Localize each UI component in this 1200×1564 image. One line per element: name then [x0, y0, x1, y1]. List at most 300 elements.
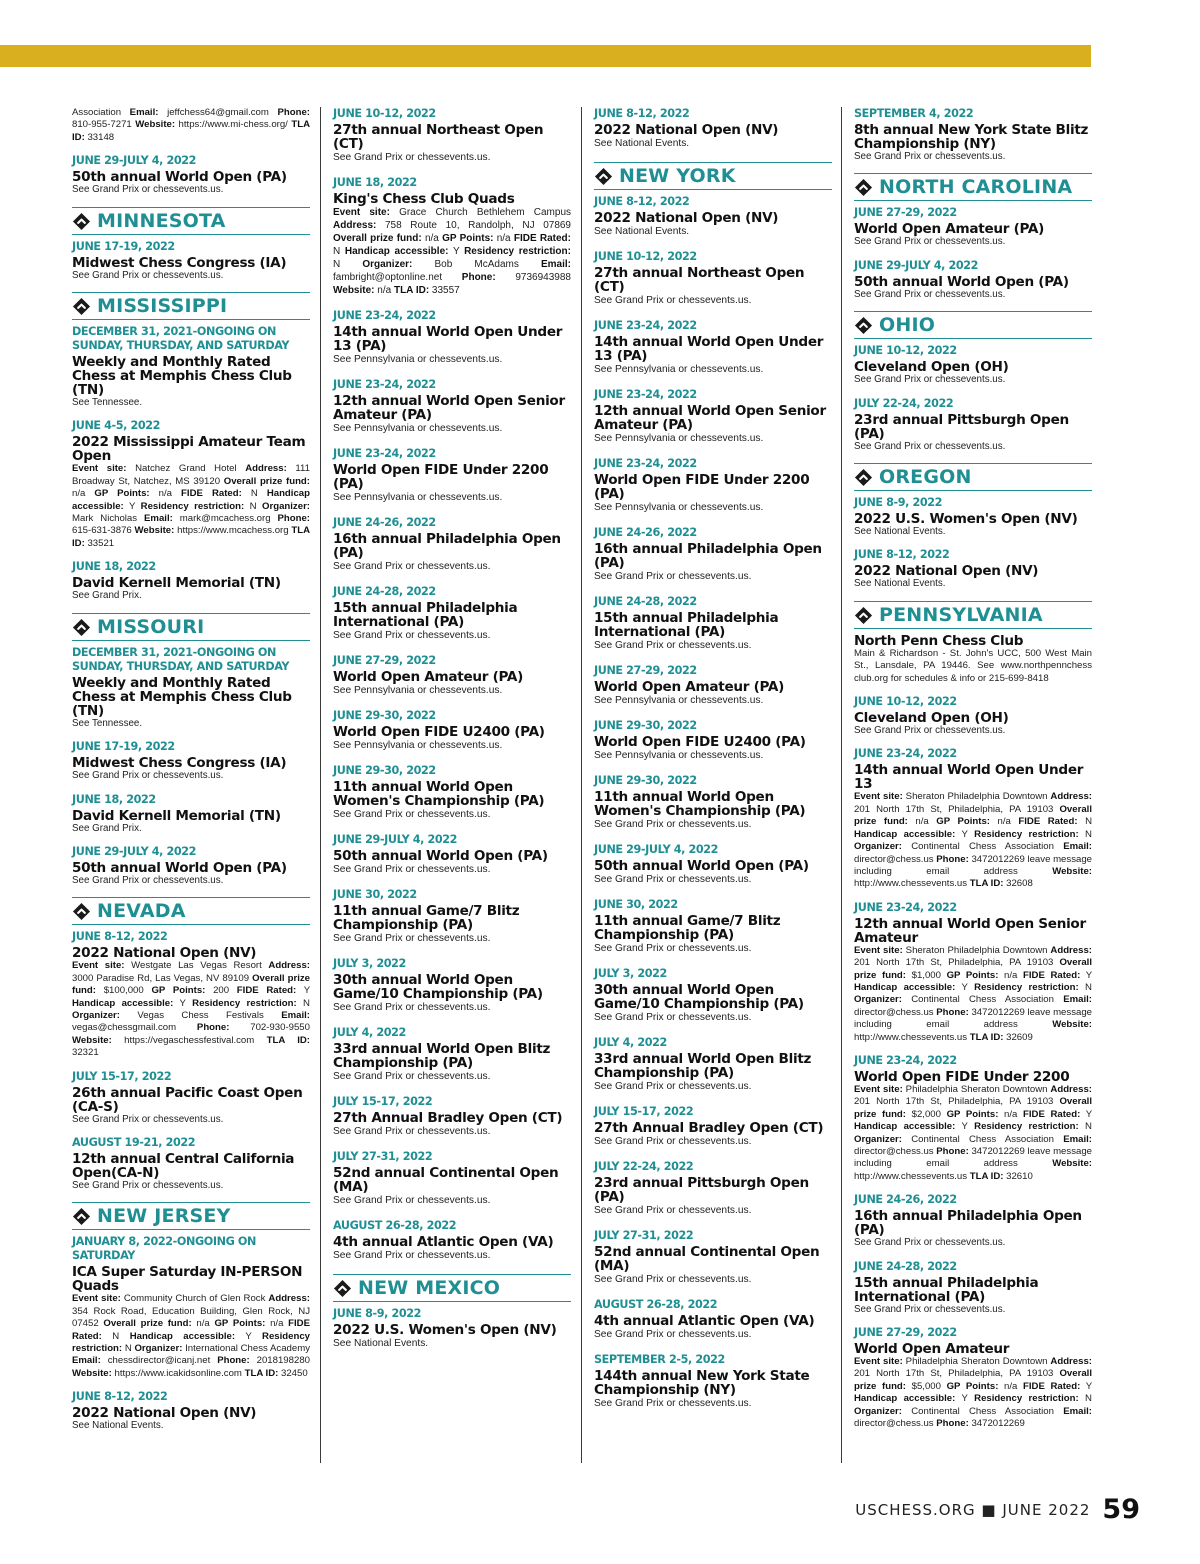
event-note: See Grand Prix or chessevents.us. [854, 374, 1006, 386]
event-listing [333, 176, 571, 297]
event-listing [72, 845, 310, 887]
column-divider [320, 107, 321, 1463]
event-note: See Grand Prix or chessevents.us. [594, 640, 752, 651]
listing-column-3 [594, 107, 832, 1422]
event-listing [594, 843, 832, 886]
event-listing [854, 1260, 1092, 1316]
event-details: Event site: Westgate Las Vegas Resort Address: 3000 Paradise Rd, Las Vegas, NV 89109 Overall prize fund: $100,000 GP Points: 200 FIDE Rated: Y Handicap accessible: Y Residency restriction: N Organizer: Vegas Chess Festivals Email: vegas@chessgmail.com Phone: 702-930-9550 Website: https://vegaschessfestival.com TLA ID: 32321 [72, 960, 311, 1059]
event-listing [72, 1390, 310, 1432]
event-listing [594, 107, 832, 150]
event-listing [594, 774, 832, 831]
event-title: World Open Amateur (PA) [333, 669, 524, 685]
event-listing [594, 250, 832, 307]
state-heading [594, 162, 832, 190]
event-title: 14th annual World Open Under 13 [854, 762, 1084, 793]
event-date: JUNE 24-26, 2022 [854, 1193, 957, 1207]
event-details: Association Email: jeffchess64@gmail.com Phone: 810-955-7271 Website: https://www.mi-chess.org/ TLA ID: 33148 [72, 107, 310, 143]
event-note: See National Events. [72, 1420, 164, 1432]
state-heading [72, 207, 310, 235]
event-date: JUNE 18, 2022 [72, 560, 156, 574]
event-note: See Grand Prix or chessevents.us. [594, 1329, 752, 1340]
event-listing [854, 1054, 1092, 1183]
event-date: DECEMBER 31, 2021-ONGOING ON SUNDAY, THURSDAY, AND SATURDAY [72, 325, 290, 353]
event-date: JULY 15-17, 2022 [72, 1069, 172, 1083]
event-date: SEPTEMBER 2-5, 2022 [594, 1353, 725, 1366]
event-title: World Open FIDE Under 2200 (PA) [594, 472, 810, 502]
event-listing [333, 107, 571, 164]
event-title: 30th annual World Open Game/10 Championship (PA) [594, 982, 804, 1012]
event-listing [594, 195, 832, 238]
event-title: 50th annual World Open (PA) [594, 858, 809, 874]
event-listing [333, 654, 571, 697]
direction-sign-icon [854, 606, 873, 625]
event-note: See Grand Prix or chessevents.us. [594, 1012, 752, 1023]
event-note: See Pennsylvania or chessevents.us. [594, 364, 764, 375]
state-heading [72, 897, 310, 925]
event-note: See Grand Prix or chessevents.us. [854, 440, 1006, 452]
event-title: 15th annual Philadelphia International (PA) [333, 600, 518, 630]
event-note: See Pennsylvania or chessevents.us. [594, 502, 764, 513]
direction-sign-icon [854, 316, 873, 335]
event-note: See Grand Prix or chessevents.us. [72, 269, 224, 281]
event-title: 52nd annual Continental Open (MA) [594, 1244, 820, 1274]
event-note: See National Events. [594, 138, 690, 149]
event-date: JUNE 29-JULY 4, 2022 [72, 844, 197, 858]
event-date: AUGUST 19-21, 2022 [72, 1135, 196, 1149]
event-date: JUNE 23-24, 2022 [854, 747, 957, 761]
event-note: See Grand Prix or chessevents.us. [594, 1398, 752, 1409]
event-listing [72, 1136, 310, 1192]
event-note: See Grand Prix or chessevents.us. [854, 288, 1006, 300]
event-listing [854, 1193, 1092, 1249]
event-date: JUNE 29-30, 2022 [594, 774, 697, 787]
event-listing [594, 1105, 832, 1148]
event-date: AUGUST 26-28, 2022 [333, 1219, 457, 1232]
event-date: JANUARY 8, 2022-ONGOING ON SATURDAY [72, 1235, 256, 1263]
event-date: JUNE 29-JULY 4, 2022 [72, 154, 197, 168]
state-heading [72, 1202, 310, 1230]
event-title: 2022 National Open (NV) [594, 210, 779, 226]
event-title: 16th annual Philadelphia Open (PA) [333, 531, 561, 561]
event-listing [594, 595, 832, 652]
event-date: JUNE 24-28, 2022 [594, 595, 697, 608]
page-footer [855, 1494, 1140, 1525]
event-note: See Tennessee. [72, 717, 143, 729]
event-listing [333, 1026, 571, 1083]
event-title: 26th annual Pacific Coast Open (CA-S) [72, 1084, 303, 1115]
state-name: MISSOURI [97, 615, 205, 638]
event-title: 14th annual World Open Under 13 (PA) [333, 324, 563, 354]
event-title: North Penn Chess Club [854, 632, 1024, 649]
event-date: JULY 22-24, 2022 [594, 1160, 694, 1173]
event-note: See Grand Prix or chessevents.us. [594, 1274, 752, 1285]
event-title: 15th annual Philadelphia International (PA) [854, 1274, 1039, 1305]
event-listing [72, 560, 310, 602]
event-listing [333, 378, 571, 435]
event-date: JUNE 23-24, 2022 [333, 447, 436, 460]
event-listing [854, 1326, 1092, 1430]
event-listing [594, 457, 832, 514]
event-note: See Grand Prix or chessevents.us. [854, 1237, 1006, 1249]
event-listing [854, 259, 1092, 301]
state-name: NEW JERSEY [97, 1205, 231, 1228]
event-date: JUNE 10-12, 2022 [854, 695, 957, 709]
event-date: JUNE 8-12, 2022 [72, 1390, 168, 1404]
event-details: Event site: Grace Church Bethlehem Campus Address: 758 Route 10, Randolph, NJ 07869 Overall prize fund: n/a GP Points: n/a FIDE Rated: N Handicap accessible: Y Residency restriction: N Organizer: Bob McAdams Email: fambright@optonline.net Phone: 9736943988 Website: n/a TLA ID: 33557 [333, 207, 571, 296]
event-listing [333, 1095, 571, 1138]
event-note: See Grand Prix or chessevents.us. [333, 1250, 491, 1261]
event-note: See Pennsylvania or chessevents.us. [333, 685, 503, 696]
listing-column-1 [72, 107, 310, 1443]
event-title: 2022 U.S. Women's Open (NV) [333, 1322, 557, 1338]
page-number: 59 [1102, 1494, 1140, 1525]
state-heading [854, 311, 1092, 339]
event-date: JUNE 23-24, 2022 [854, 900, 957, 914]
event-date: JULY 27-31, 2022 [594, 1229, 694, 1242]
event-title: World Open Amateur (PA) [854, 221, 1045, 238]
top-color-bar [0, 45, 1091, 67]
event-listing [72, 740, 310, 782]
event-date: JUNE 23-24, 2022 [594, 388, 697, 401]
event-note: See Grand Prix or chessevents.us. [333, 1126, 491, 1137]
event-listing [854, 901, 1092, 1044]
event-date: JUNE 18, 2022 [72, 792, 156, 806]
event-date: JUNE 17-19, 2022 [72, 740, 175, 754]
event-title: Midwest Chess Congress (IA) [72, 755, 287, 772]
event-note: See Grand Prix or chessevents.us. [594, 943, 752, 954]
event-title: 11th annual Game/7 Blitz Championship (PA) [594, 913, 781, 943]
event-title: 11th annual World Open Women's Championship (PA) [333, 779, 545, 809]
event-listing [854, 397, 1092, 453]
event-note: See Grand Prix or chessevents.us. [594, 819, 752, 830]
event-note: See National Events. [594, 226, 690, 237]
state-heading [854, 463, 1092, 491]
event-note: See Grand Prix or chessevents.us. [333, 1071, 491, 1082]
event-title: 50th annual World Open (PA) [72, 169, 287, 186]
event-note: See Grand Prix or chessevents.us. [72, 1179, 224, 1191]
event-date: DECEMBER 31, 2021-ONGOING ON SUNDAY, THURSDAY, AND SATURDAY [72, 645, 290, 673]
event-details: Event site: Natchez Grand Hotel Address: 111 Broadway St, Natchez, MS 39120 Overall prize fund: n/a GP Points: n/a FIDE Rated: N Handicap accessible: Y Residency restriction: N Organizer: Mark Nicholas Email: mark@mcachess.org Phone: 615-631-3876 Website: https://www.mcachess.org TLA ID: 33521 [72, 463, 310, 549]
event-listing [72, 107, 310, 144]
event-title: 12th annual World Open Senior Amateur (PA) [333, 393, 565, 423]
event-note: See Grand Prix or chessevents.us. [333, 1002, 491, 1013]
event-note: See Grand Prix or chessevents.us. [594, 1081, 752, 1092]
event-date: JUNE 30, 2022 [333, 888, 417, 901]
event-title: 11th annual Game/7 Blitz Championship (PA) [333, 903, 520, 933]
direction-sign-icon [72, 1207, 91, 1226]
event-title: 8th annual New York State Blitz Championship (NY) [854, 122, 1089, 152]
event-date: JUNE 8-9, 2022 [333, 1307, 422, 1320]
event-note: See Pennsylvania or chessevents.us. [333, 423, 503, 434]
event-title: 2022 National Open (NV) [594, 122, 779, 138]
event-title: 27th annual Northeast Open (CT) [333, 122, 544, 152]
state-name: MISSISSIPPI [97, 295, 228, 318]
event-date: JULY 3, 2022 [333, 957, 406, 970]
event-note: See Pennsylvania or chessevents.us. [594, 750, 764, 761]
event-listing [854, 206, 1092, 248]
event-date: JUNE 10-12, 2022 [333, 107, 436, 120]
event-title: 52nd annual Continental Open (MA) [333, 1165, 559, 1195]
direction-sign-icon [72, 212, 91, 231]
event-listing [854, 496, 1092, 538]
event-title: World Open Amateur [854, 1341, 1010, 1358]
event-listing [72, 419, 310, 550]
event-title: 30th annual World Open Game/10 Championship (PA) [333, 972, 543, 1002]
state-name: NEVADA [97, 900, 186, 923]
event-title: 2022 National Open (NV) [72, 1405, 257, 1422]
event-listing [854, 695, 1092, 737]
event-note: See Grand Prix or chessevents.us. [594, 571, 752, 582]
direction-sign-icon [72, 902, 91, 921]
event-date: AUGUST 26-28, 2022 [594, 1298, 718, 1311]
event-date: JUNE 23-24, 2022 [594, 319, 697, 332]
event-title: World Open FIDE Under 2200 (PA) [333, 462, 549, 492]
event-title: King's Chess Club Quads [333, 191, 515, 207]
event-listing [333, 957, 571, 1014]
event-date: JUNE 29-JULY 4, 2022 [333, 833, 458, 846]
event-listing [333, 764, 571, 821]
event-listing [594, 1298, 832, 1341]
event-note: See Grand Prix or chessevents.us. [854, 236, 1006, 248]
event-listing [594, 1353, 832, 1410]
direction-sign-icon [854, 468, 873, 487]
event-listing [72, 646, 310, 730]
event-listing [72, 1235, 310, 1380]
event-date: JUNE 8-12, 2022 [72, 930, 168, 944]
event-title: 16th annual Philadelphia Open (PA) [594, 541, 822, 571]
event-date: JUNE 17-19, 2022 [72, 239, 175, 253]
event-listing [72, 930, 310, 1059]
event-note: See Grand Prix. [72, 822, 142, 834]
event-date: JUNE 24-28, 2022 [854, 1259, 957, 1273]
event-note: See Grand Prix or chessevents.us. [72, 184, 224, 196]
event-date: JUNE 23-24, 2022 [333, 309, 436, 322]
state-heading [72, 292, 310, 320]
event-listing [72, 793, 310, 835]
event-note: See Grand Prix or chessevents.us. [333, 1195, 491, 1206]
event-listing [854, 107, 1092, 163]
event-date: JULY 3, 2022 [594, 967, 667, 980]
event-listing [594, 1036, 832, 1093]
event-title: 23rd annual Pittsburgh Open (PA) [594, 1175, 809, 1205]
event-date: JULY 4, 2022 [594, 1036, 667, 1049]
event-note: See Grand Prix. [72, 590, 142, 602]
event-note: See Pennsylvania or chessevents.us. [333, 492, 503, 503]
event-title: World Open FIDE Under 2200 [854, 1068, 1070, 1085]
event-note: See Tennessee. [72, 397, 143, 409]
event-listing [333, 585, 571, 642]
event-title: 4th annual Atlantic Open (VA) [594, 1313, 815, 1329]
event-date: JUNE 23-24, 2022 [333, 378, 436, 391]
state-name: NEW MEXICO [358, 1277, 501, 1299]
event-listing [854, 634, 1092, 685]
event-date: JUNE 8-12, 2022 [594, 107, 690, 120]
event-listing [72, 325, 310, 409]
event-title: 12th annual Central California Open(CA-N) [72, 1150, 295, 1181]
event-listing [333, 709, 571, 752]
event-title: 50th annual World Open (PA) [333, 848, 548, 864]
event-listing [333, 516, 571, 573]
event-title: ICA Super Saturday IN-PERSON Quads [72, 1264, 303, 1295]
event-date: JUNE 24-26, 2022 [333, 516, 436, 529]
direction-sign-icon [854, 178, 873, 197]
event-title: 33rd annual World Open Blitz Championship (PA) [333, 1041, 551, 1071]
listing-column-2 [333, 107, 571, 1362]
event-title: 33rd annual World Open Blitz Championship (PA) [594, 1051, 812, 1081]
event-date: JULY 27-31, 2022 [333, 1150, 433, 1163]
state-name: MINNESOTA [97, 209, 226, 232]
event-title: 144th annual New York State Championship (NY) [594, 1368, 810, 1398]
event-listing [333, 1150, 571, 1207]
event-title: 27th Annual Bradley Open (CT) [594, 1120, 824, 1136]
event-note: See Grand Prix or chessevents.us. [594, 874, 752, 885]
event-note: See Grand Prix or chessevents.us. [854, 725, 1006, 737]
event-listing [594, 898, 832, 955]
event-note: See Grand Prix or chessevents.us. [854, 1303, 1006, 1315]
event-note: See Grand Prix or chessevents.us. [333, 561, 491, 572]
event-listing [72, 240, 310, 282]
event-note: See Pennsylvania or chessevents.us. [333, 354, 503, 365]
event-title: Cleveland Open (OH) [854, 710, 1009, 727]
event-date: JUNE 18, 2022 [333, 176, 417, 189]
state-name: OHIO [879, 314, 936, 337]
event-title: Weekly and Monthly Rated Chess at Memphis Chess Club (TN) [72, 354, 292, 399]
event-date: JULY 4, 2022 [333, 1026, 406, 1039]
event-note: See Pennsylvania or chessevents.us. [594, 695, 764, 706]
direction-sign-icon [72, 297, 91, 316]
event-listing [594, 967, 832, 1024]
state-heading [333, 1274, 571, 1302]
event-listing [333, 447, 571, 504]
event-date: JULY 15-17, 2022 [333, 1095, 433, 1108]
state-name: PENNSYLVANIA [879, 603, 1043, 626]
event-title: Weekly and Monthly Rated Chess at Memphis Chess Club (TN) [72, 674, 292, 719]
event-title: 2022 Mississippi Amateur Team Open [72, 434, 306, 465]
column-divider [581, 107, 582, 1463]
event-note: See Grand Prix or chessevents.us. [594, 295, 752, 306]
event-title: 50th annual World Open (PA) [72, 859, 287, 876]
event-title: 4th annual Atlantic Open (VA) [333, 1234, 554, 1250]
event-details: Event site: Philadelphia Sheraton Downtown Address: 201 North 17th St, Philadelphia, PA 19103 Overall prize fund: $2,000 GP Points: n/a FIDE Rated: Y Handicap accessible: Y Residency restriction: N Organizer: Continental Chess Association Email: director@chess.us Phone: 3472012269 leave message including email address Website: http://www.chessevents.us TLA ID: 32610 [854, 1083, 1092, 1182]
state-heading [72, 613, 310, 641]
event-details: Event site: Community Church of Glen Rock Address: 354 Rock Road, Education Building, Glen Rock, NJ 07452 Overall prize fund: n/a GP Points: n/a FIDE Rated: N Handicap accessible: Y Residency restriction: N Organizer: International Chess Academy Email: chessdirector@icanj.net Phone: 2018198280 Website: https://www.icakidsonline.com TLA ID: 32450 [72, 1293, 311, 1379]
footer-site-issue: USCHESS.ORG ■ JUNE 2022 [855, 1500, 1091, 1519]
event-date: JUNE 23-24, 2022 [854, 1053, 957, 1067]
event-date: JULY 22-24, 2022 [854, 396, 954, 410]
event-listing [854, 747, 1092, 890]
event-title: 2022 National Open (NV) [854, 563, 1039, 580]
event-note: See Grand Prix or chessevents.us. [333, 864, 491, 875]
event-note: See Grand Prix or chessevents.us. [72, 874, 224, 886]
event-date: JUNE 27-29, 2022 [333, 654, 436, 667]
event-note: See Grand Prix or chessevents.us. [333, 809, 491, 820]
event-listing [333, 888, 571, 945]
event-note: See Pennsylvania or chessevents.us. [333, 740, 503, 751]
event-date: JUNE 29-JULY 4, 2022 [854, 258, 979, 272]
event-note: See Grand Prix or chessevents.us. [333, 152, 491, 163]
event-date: JUNE 29-30, 2022 [594, 719, 697, 732]
event-title: 23rd annual Pittsburgh Open (PA) [854, 411, 1069, 442]
event-date: JUNE 29-30, 2022 [333, 764, 436, 777]
event-title: World Open FIDE U2400 (PA) [594, 734, 806, 750]
event-listing [72, 154, 310, 196]
event-listing [333, 309, 571, 366]
event-title: World Open FIDE U2400 (PA) [333, 724, 545, 740]
event-date: JUNE 10-12, 2022 [594, 250, 697, 263]
event-title: 15th annual Philadelphia International (PA) [594, 610, 779, 640]
direction-sign-icon [333, 1279, 352, 1298]
event-listing [333, 1219, 571, 1262]
event-title: 2022 National Open (NV) [72, 945, 257, 962]
event-date: JUNE 10-12, 2022 [854, 344, 957, 358]
event-note: See Grand Prix or chessevents.us. [333, 630, 491, 641]
event-note: See National Events. [854, 526, 946, 538]
event-listing [594, 526, 832, 583]
state-name: NEW YORK [619, 165, 736, 187]
event-note: See National Events. [854, 578, 946, 590]
event-title: 2022 U.S. Women's Open (NV) [854, 511, 1078, 528]
event-title: 11th annual World Open Women's Championship (PA) [594, 789, 806, 819]
event-date: JUNE 29-JULY 4, 2022 [594, 843, 719, 856]
event-note: See Grand Prix or chessevents.us. [854, 151, 1006, 162]
event-date: JUNE 23-24, 2022 [594, 457, 697, 470]
direction-sign-icon [72, 618, 91, 637]
event-note: See Grand Prix or chessevents.us. [72, 770, 224, 782]
event-details: Event site: Sheraton Philadelphia Downtown Address: 201 North 17th St, Philadelphia, PA 19103 Overall prize fund: n/a GP Points: n/a FIDE Rated: N Handicap accessible: Y Residency restriction: N Organizer: Continental Chess Association Email: director@chess.us Phone: 3472012269 leave message including email address Website: http://www.chessevents.us TLA ID: 32608 [854, 791, 1093, 890]
event-listing [854, 548, 1092, 590]
event-note: See Pennsylvania or chessevents.us. [594, 433, 764, 444]
event-date: JUNE 27-29, 2022 [594, 664, 697, 677]
event-title: 12th annual World Open Senior Amateur [854, 915, 1086, 946]
event-listing [594, 319, 832, 376]
event-title: 16th annual Philadelphia Open (PA) [854, 1208, 1082, 1239]
event-date: JUNE 24-28, 2022 [333, 585, 436, 598]
event-listing [72, 1070, 310, 1126]
direction-sign-icon [594, 167, 613, 186]
event-note: See Grand Prix or chessevents.us. [333, 933, 491, 944]
listing-column-4 [854, 107, 1092, 1440]
event-date: JUNE 27-29, 2022 [854, 1326, 957, 1340]
event-listing [594, 664, 832, 707]
state-name: OREGON [879, 466, 972, 489]
event-date: JUNE 29-30, 2022 [333, 709, 436, 722]
event-note: See Grand Prix or chessevents.us. [72, 1113, 224, 1125]
event-title: World Open Amateur (PA) [594, 679, 785, 695]
event-title: David Kernell Memorial (TN) [72, 807, 281, 824]
state-name: NORTH CAROLINA [879, 176, 1073, 199]
event-details: Event site: Philadelphia Sheraton Downtown Address: 201 North 17th St, Philadelphia, PA 19103 Overall prize fund: $5,000 GP Points: n/a FIDE Rated: Y Handicap accessible: Y Residency restriction: N Organizer: Continental Chess Association Email: director@chess.us Phone: 3472012269 [854, 1356, 1092, 1430]
event-date: JUNE 27-29, 2022 [854, 206, 957, 220]
event-title: 50th annual World Open (PA) [854, 273, 1069, 290]
event-title: 14th annual World Open Under 13 (PA) [594, 334, 824, 364]
event-note: See Grand Prix or chessevents.us. [594, 1205, 752, 1216]
event-date: JUNE 8-12, 2022 [854, 548, 950, 562]
state-heading [854, 173, 1092, 201]
event-listing [594, 719, 832, 762]
event-note: See Grand Prix or chessevents.us. [594, 1136, 752, 1147]
column-divider [841, 107, 842, 1463]
event-title: Midwest Chess Congress (IA) [72, 254, 287, 271]
event-date: JUNE 8-9, 2022 [854, 496, 943, 510]
event-title: 12th annual World Open Senior Amateur (PA) [594, 403, 826, 433]
event-date: JUNE 4-5, 2022 [72, 419, 161, 433]
event-details: Main & Richardson - St. John's UCC, 500 West Main St., Lansdale, PA 19446. See www.northpennchess club.org for schedules & info or 215-699-8418 [854, 647, 1092, 684]
event-listing [854, 344, 1092, 386]
event-listing [594, 388, 832, 445]
event-listing [594, 1229, 832, 1286]
event-date: JUNE 8-12, 2022 [594, 195, 690, 208]
state-heading [854, 601, 1092, 629]
